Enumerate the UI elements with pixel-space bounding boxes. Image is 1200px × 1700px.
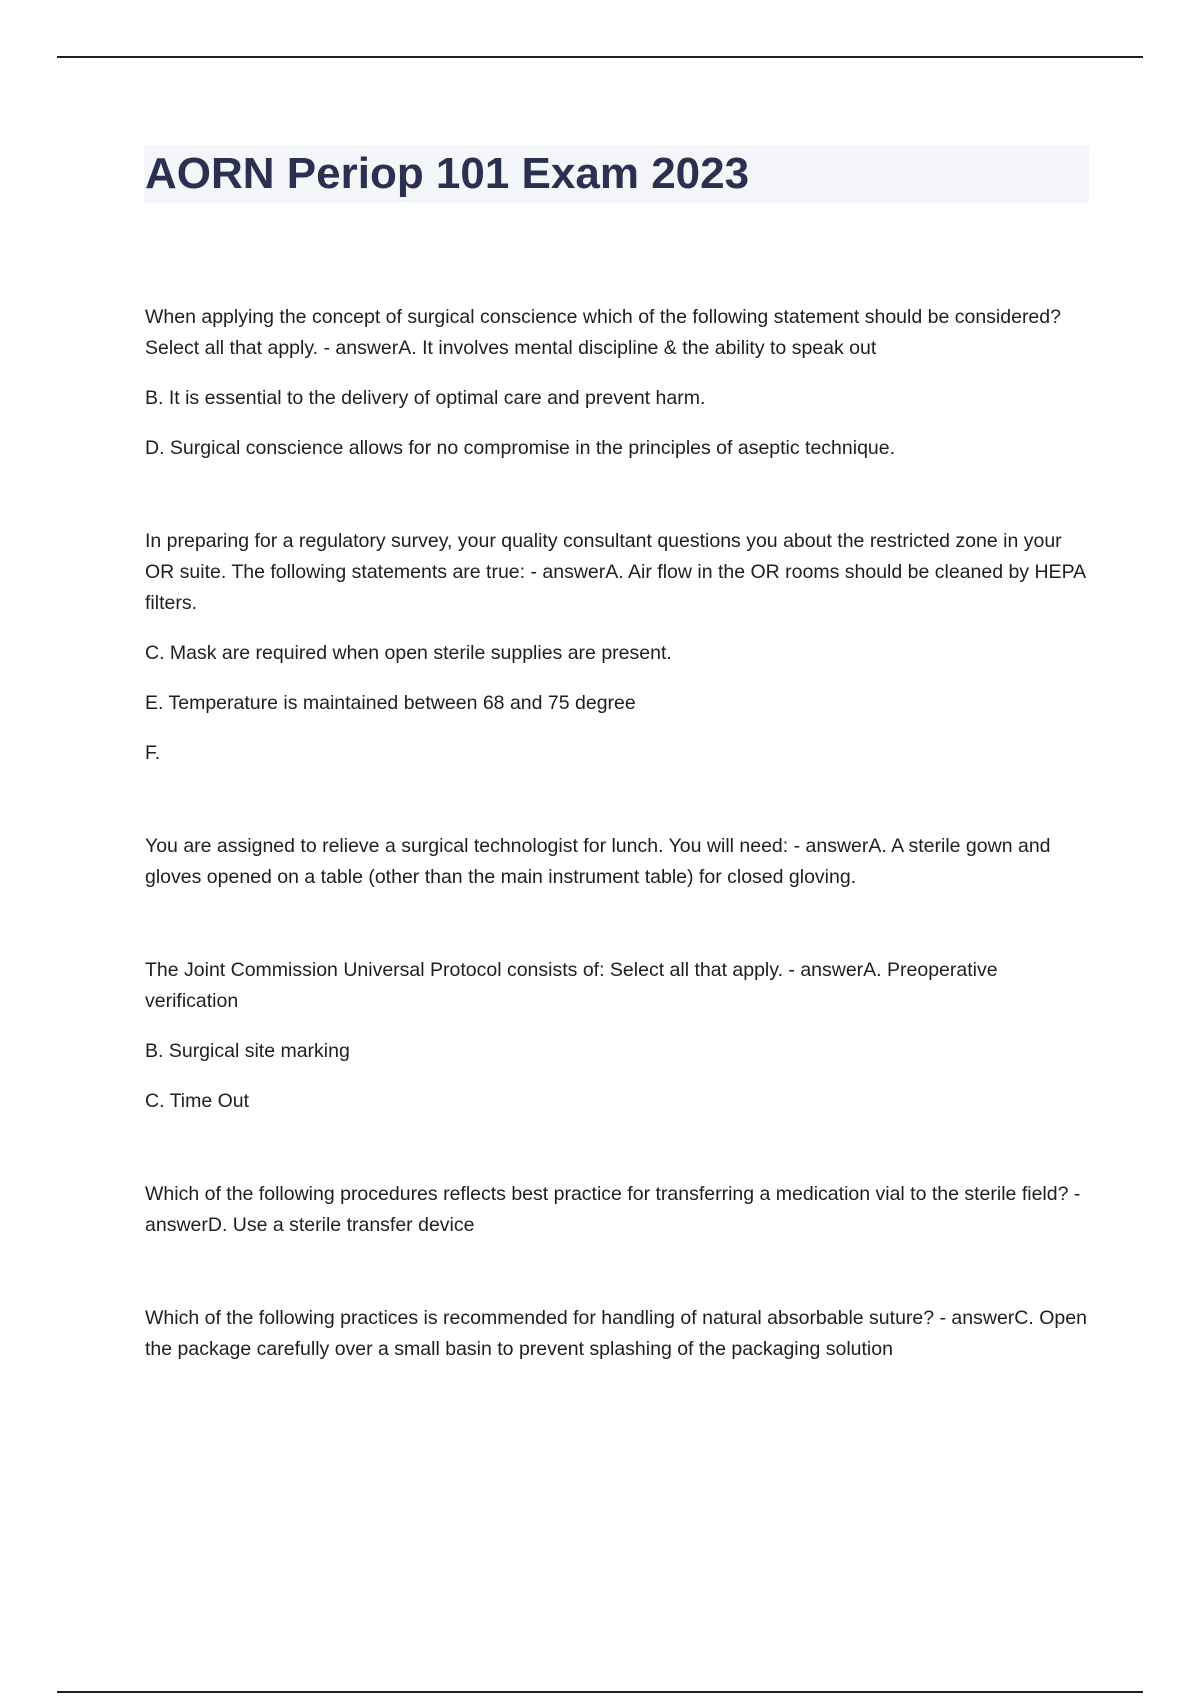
answer-line: F. — [145, 742, 161, 764]
question-text: When applying the concept of surgical conscience which of the following statement should be considered? Select all that apply. - answerA. It involves mental discipline & the ability to speak out — [145, 306, 1061, 359]
answer-line: D. Surgical conscience allows for no compromise in the principles of aseptic technique. — [145, 437, 896, 459]
question-text: You are assigned to relieve a surgical technologist for lunch. You will need: - answerA. A sterile gown and gloves opened on a table (other than the main instrument table) for closed gloving. — [145, 835, 1051, 888]
answer-line: B. Surgical site marking — [145, 1040, 350, 1062]
answer-line: E. Temperature is maintained between 68 and 75 degree — [145, 692, 636, 714]
answer-line: C. Mask are required when open sterile supplies are present. — [145, 642, 672, 664]
answer-line: C. Time Out — [145, 1090, 250, 1112]
answer-line: B. It is essential to the delivery of optimal care and prevent harm. — [145, 387, 706, 409]
bottom-divider — [57, 1691, 1143, 1693]
question-block-5 — [145, 1179, 1090, 1241]
question-text: Which of the following procedures reflects best practice for transferring a medication vial to the sterile field? - answerD. Use a sterile transfer device — [145, 1183, 1081, 1236]
top-divider — [57, 56, 1143, 58]
question-block-3 — [145, 831, 1090, 893]
question-text: In preparing for a regulatory survey, your quality consultant questions you about the restricted zone in your OR suite. The following statements are true: - answerA. Air flow in the OR rooms should be cleaned by HEPA filters. — [145, 530, 1086, 614]
document-title: AORN Periop 101 Exam 2023 — [145, 149, 750, 198]
question-block-1 — [145, 302, 1090, 464]
document-body — [145, 302, 1090, 1384]
question-text: Which of the following practices is recommended for handling of natural absorbable suture? - answerC. Open the package carefully over a small basin to prevent splashing of the packaging solution — [145, 1307, 1087, 1360]
question-text: The Joint Commission Universal Protocol consists of: Select all that apply. - answerA. Preoperative verification — [145, 959, 998, 1012]
question-block-2 — [145, 526, 1090, 769]
question-block-4 — [145, 955, 1090, 1117]
question-block-6 — [145, 1303, 1090, 1365]
